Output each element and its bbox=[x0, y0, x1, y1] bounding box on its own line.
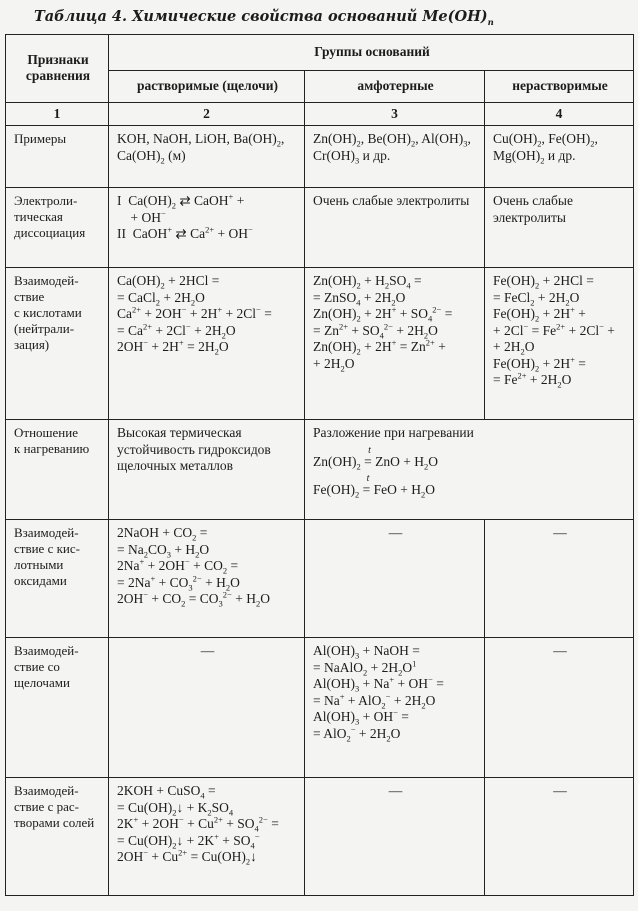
row-label-dissociation: Электролитическая диссоциация bbox=[6, 188, 109, 268]
acids-insoluble: $Fe(OH)_2 + 2HCl$ = = FeCl$_2$ + $2H_2O$ $Fe(OH)_2 + 2H^+$ + + $2Cl^- = Fe^{2+} + 2Cl^-$ + + $2H_2O$ $Fe(OH)_2 + 2H^+$ = = $Fe^{2+} + 2H_2O$ bbox=[485, 268, 634, 420]
col-number: 1 bbox=[6, 103, 109, 126]
heating-soluble: Высокая термическая устойчивость гидроксидов щелочных металлов bbox=[109, 420, 305, 520]
criteria-header: Признаки сравнения bbox=[6, 35, 109, 103]
amphoteric-header: амфотерные bbox=[305, 71, 485, 103]
col-number: 3 bbox=[305, 103, 485, 126]
row-label-heating: Отношение к нагреванию bbox=[6, 420, 109, 520]
row-label-oxides: Взаимодействие с кислотными оксидами bbox=[6, 520, 109, 638]
acids-amphoteric: $Zn(OH)_2 + H_2SO_4$ = = ZnSO$_4$ + $2H_2O$ $Zn(OH)_2 + 2H^+ + SO_4^{2-}$ = = $Zn^{2+} + SO_4^{2-} + 2H_2O$ $Zn(OH)_2 + 2H^+ = Zn^{2+}$ + + $2H_2O$ bbox=[305, 268, 485, 420]
row-label-salts: Взаимодействие с растворами солей bbox=[6, 778, 109, 896]
row-label-alkalis: Взаимодействие со щелочами bbox=[6, 638, 109, 778]
oxides-amphoteric: — bbox=[305, 520, 485, 638]
heating-amph-insol: Разложение при нагревании $Zn(OH)_2$ = t ZnO + $H_2O$ $Fe(OH)_2$ = t FeO + $H_2O$ bbox=[305, 420, 634, 520]
soluble-header: растворимые (щелочи) bbox=[109, 71, 305, 103]
alkalis-insoluble: — bbox=[485, 638, 634, 778]
bases-properties-table bbox=[5, 34, 634, 896]
dissociation-insoluble: Очень слабые электролиты bbox=[485, 188, 634, 268]
salts-insoluble: — bbox=[485, 778, 634, 896]
salts-soluble: 2KOH + CuSO$_4$ = = $Cu(OH)_2↓ + K_2SO_4$ $2K^+ + 2OH^- + Cu^{2+} + SO_4^{2-}$ = = $Cu(OH)_2↓ + 2K^+ + SO_4^-$ $2OH^- + Cu^{2+}$ = $Cu(OH)_2↓$ bbox=[109, 778, 305, 896]
dissociation-amphoteric: Очень слабые электролиты bbox=[305, 188, 485, 268]
examples-amphoteric: $Zn(OH)_2$, $Be(OH)_2$, $Al(OH)_3$, $Cr(OH)_3$ и др. bbox=[305, 126, 485, 188]
salts-amphoteric: — bbox=[305, 778, 485, 896]
groups-header: Группы оснований bbox=[109, 35, 634, 71]
oxides-insoluble: — bbox=[485, 520, 634, 638]
alkalis-amphoteric: $Al(OH)_3$ + NaOH = = NaAlO$_2$ + $2H_2O^1$ $Al(OH)_3 + Na^+ + OH^-$ = = $Na^+ + AlO_2^- + 2H_2O$ $Al(OH)_3 + OH^-$ = = $AlO_2^- + 2H_2O$ bbox=[305, 638, 485, 778]
oxides-soluble: 2NaOH + $CO_2$ = = $Na_2CO_3 + H_2O$ $2Na^+ + 2OH^- + CO_2$ = = $2Na^+ + CO_3^{2-} + H_2O$ $2OH^- + CO_2 = CO_3^{2-} + H_2O$ bbox=[109, 520, 305, 638]
col-number: 4 bbox=[485, 103, 634, 126]
row-label-acids: Взаимодействие с кислотами (нейтрализация) bbox=[6, 268, 109, 420]
acids-soluble: $Ca(OH)_2 + 2HCl$ = = CaCl$_2$ + $2H_2O$ $Ca^{2+} + 2OH^- + 2H^+ + 2Cl^-$ = = $Ca^{2+} + 2Cl^- + 2H_2O$ $2OH^- + 2H^+ = 2H_2O$ bbox=[109, 268, 305, 420]
row-label-examples: Примеры bbox=[6, 126, 109, 188]
alkalis-soluble: — bbox=[109, 638, 305, 778]
dissociation-soluble: I $Ca(OH)_2$ ⇄ CaOH+ + + OH− II CaOH+ ⇄ $Ca^{2+} + OH^-$ bbox=[109, 188, 305, 268]
col-number: 2 bbox=[109, 103, 305, 126]
table-title: Таблица 4. Химические свойства оснований $Me(OH)_n$ bbox=[34, 8, 494, 28]
examples-soluble: KOH, NaOH, LiOH, $Ba(OH)_2$, $Ca(OH)_2$ (м) bbox=[109, 126, 305, 188]
examples-insoluble: $Cu(OH)_2$, $Fe(OH)_2$, $Mg(OH)_2$ и др. bbox=[485, 126, 634, 188]
insoluble-header: нерастворимые bbox=[485, 71, 634, 103]
